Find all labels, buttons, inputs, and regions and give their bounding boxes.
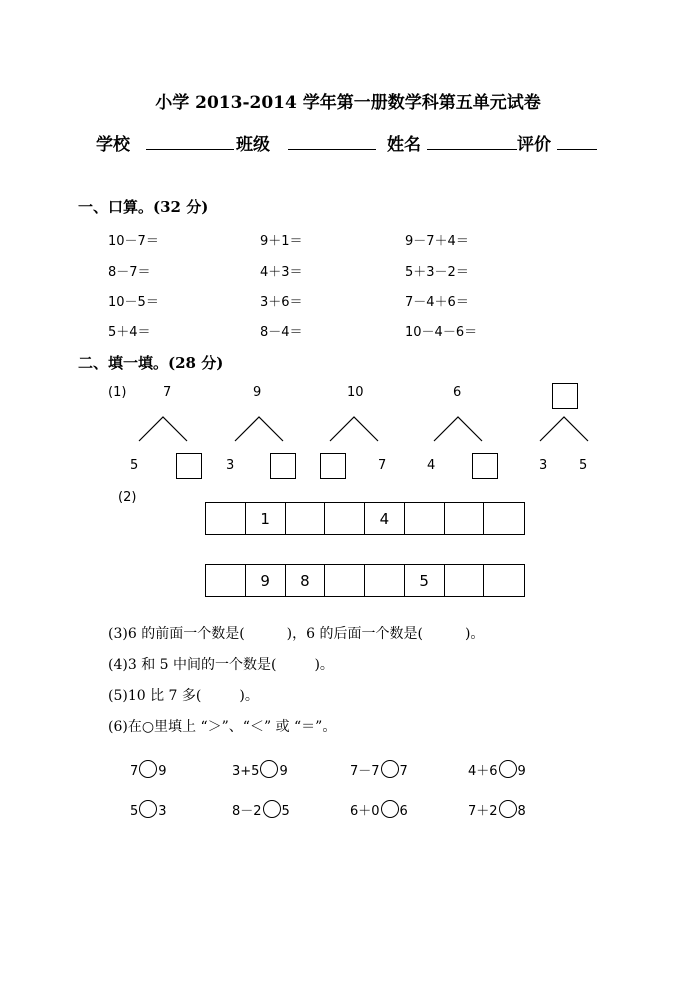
expr-r2c2: 4＋3＝ — [260, 265, 303, 280]
grade-label: 评价 — [517, 135, 551, 155]
compare-left: 7－7 — [350, 764, 380, 779]
tree3-right: 7 — [378, 458, 387, 473]
track1-cell[interactable] — [445, 503, 485, 534]
tree2-top: 9 — [253, 385, 262, 400]
number-track-1 — [205, 502, 525, 535]
tree5-left: 3 — [539, 458, 548, 473]
track2-cell[interactable] — [206, 565, 246, 596]
q6-instruction: (6)在○里填上 “＞”、“＜” 或 “＝”。 — [108, 719, 337, 735]
track1-cell[interactable] — [405, 503, 445, 534]
compare-r1c4 — [468, 760, 526, 779]
compare-circle[interactable] — [499, 760, 517, 778]
q3-text-a: (3)6 的前面一个数是( — [108, 626, 245, 642]
compare-right: 9 — [158, 764, 167, 779]
expr-r4c2: 8－4＝ — [260, 325, 303, 340]
compare-right: 9 — [517, 764, 526, 779]
track1-cell[interactable] — [286, 503, 326, 534]
compare-r2c2 — [232, 800, 290, 819]
compare-right: 8 — [517, 804, 526, 819]
track2-cell[interactable] — [484, 565, 524, 596]
expr-r1c1: 10－7＝ — [108, 234, 159, 249]
compare-right: 7 — [399, 764, 408, 779]
expr-r4c1: 5＋4＝ — [108, 325, 151, 340]
compare-r2c4 — [468, 800, 526, 819]
tree3-left-box[interactable] — [320, 453, 346, 479]
track1-cell[interactable] — [206, 503, 246, 534]
track2-cell[interactable] — [445, 565, 485, 596]
compare-left: 5 — [130, 804, 139, 819]
tree4-top: 6 — [453, 385, 462, 400]
q4-text-b: )。 — [314, 657, 334, 673]
expr-r1c3: 9－7＋4＝ — [405, 234, 469, 249]
tree1-top: 7 — [163, 385, 172, 400]
compare-right: 3 — [158, 804, 167, 819]
track1-cell[interactable]: 4 — [365, 503, 405, 534]
tree5-right: 5 — [579, 458, 588, 473]
tree2-left: 3 — [226, 458, 235, 473]
q4-text-a: (4)3 和 5 中间的一个数是( — [108, 657, 277, 673]
tree4-left: 4 — [427, 458, 436, 473]
tree4-right-box[interactable] — [472, 453, 498, 479]
section1-heading: 一、口算。(32 分) — [78, 198, 209, 216]
compare-circle[interactable] — [499, 800, 517, 818]
compare-right: 6 — [399, 804, 408, 819]
expr-r4c3: 10－4－6＝ — [405, 325, 478, 340]
compare-left: 4＋6 — [468, 764, 498, 779]
track2-cell[interactable]: 8 — [286, 565, 326, 596]
compare-right: 5 — [281, 804, 290, 819]
page-title: 小学 2013-2014 学年第一册数学科第五单元试卷 — [155, 93, 541, 113]
compare-left: 7＋2 — [468, 804, 498, 819]
compare-circle[interactable] — [139, 800, 157, 818]
compare-left: 7 — [130, 764, 139, 779]
q3-text-c: )。 — [464, 626, 485, 642]
q5-line — [108, 685, 259, 705]
compare-right: 9 — [279, 764, 288, 779]
expr-r2c1: 8－7＝ — [108, 265, 151, 280]
tree3-top: 10 — [347, 385, 364, 400]
name-label: 姓名 — [387, 135, 421, 155]
compare-circle[interactable] — [381, 800, 399, 818]
compare-r1c1 — [130, 760, 167, 779]
q5-text-a: (5)10 比 7 多( — [108, 688, 202, 704]
expr-r3c2: 3＋6＝ — [260, 295, 303, 310]
tree2-right-box[interactable] — [270, 453, 296, 479]
compare-left: 3+5 — [232, 764, 260, 779]
expr-r2c3: 5＋3－2＝ — [405, 265, 469, 280]
q5-text-b: )。 — [239, 688, 259, 704]
compare-r1c3 — [350, 760, 408, 779]
expr-r3c1: 10－5＝ — [108, 295, 159, 310]
q3-text-b: )，6 的后面一个数是( — [286, 626, 423, 642]
q3-line — [108, 623, 484, 643]
track2-cell[interactable]: 5 — [405, 565, 445, 596]
compare-r2c3 — [350, 800, 408, 819]
compare-circle[interactable] — [260, 760, 278, 778]
track2-cell[interactable]: 9 — [246, 565, 286, 596]
compare-left: 8－2 — [232, 804, 262, 819]
tree1-right-box[interactable] — [176, 453, 202, 479]
q4-line — [108, 654, 334, 674]
number-track-2 — [205, 564, 525, 597]
tree1-left: 5 — [130, 458, 139, 473]
track1-cell[interactable]: 1 — [246, 503, 286, 534]
compare-circle[interactable] — [381, 760, 399, 778]
compare-circle[interactable] — [263, 800, 281, 818]
compare-r1c2 — [232, 760, 288, 779]
track1-cell[interactable] — [325, 503, 365, 534]
section2-heading: 二、填一填。(28 分) — [78, 354, 224, 372]
compare-circle[interactable] — [139, 760, 157, 778]
track1-cell[interactable] — [484, 503, 524, 534]
class-label: 班级 — [236, 135, 270, 155]
expr-r1c2: 9＋1＝ — [260, 234, 303, 249]
q2-label: (2) — [118, 490, 137, 505]
expr-r3c3: 7－4＋6＝ — [405, 295, 469, 310]
track2-cell[interactable] — [365, 565, 405, 596]
tree5-top-box[interactable] — [552, 383, 578, 409]
compare-left: 6＋0 — [350, 804, 380, 819]
track2-cell[interactable] — [325, 565, 365, 596]
q1-label: (1) — [108, 385, 127, 400]
compare-r2c1 — [130, 800, 167, 819]
school-label: 学校 — [96, 135, 130, 155]
